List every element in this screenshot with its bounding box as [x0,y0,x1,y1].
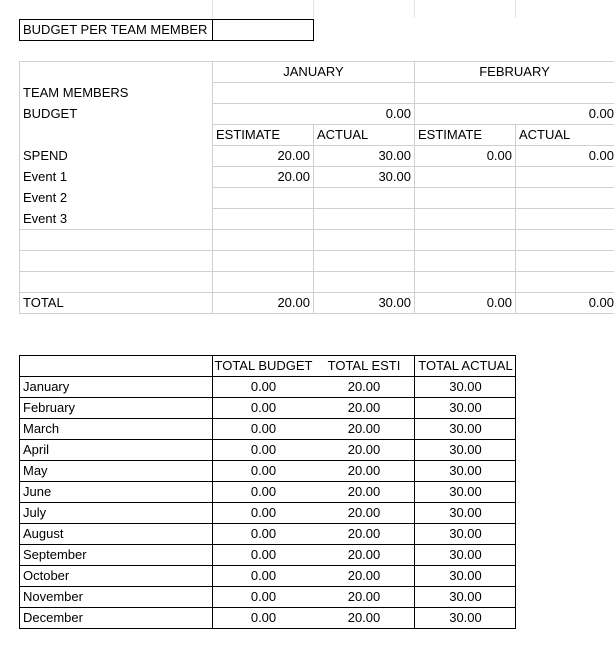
january-spend-actual[interactable]: 30.00 [378,148,411,163]
summary-estimate: 20.00 [347,379,381,394]
summary-estimate: 20.00 [347,547,381,562]
summary-budget: 0.00 [250,484,277,499]
summary-actual: 30.00 [449,421,482,436]
summary-estimate: 20.00 [347,505,381,520]
summary-month: November [23,589,83,604]
summary-month: September [23,547,87,562]
summary-estimate: 20.00 [347,484,381,499]
january-estimate-label: ESTIMATE [216,127,281,142]
month-header-february: FEBRUARY [479,64,550,79]
summary-estimate: 20.00 [347,589,381,604]
budget-per-member-label: BUDGET PER TEAM MEMBER [23,22,208,37]
summary-estimate: 20.00 [347,463,381,478]
row-label-team-members: TEAM MEMBERS [23,85,129,100]
summary-actual: 30.00 [449,568,482,583]
summary-month: August [23,526,64,541]
summary-month: January [23,379,70,394]
summary-header-total-budget: TOTAL BUDGET [214,358,313,373]
summary-estimate: 20.00 [347,568,381,583]
summary-actual: 30.00 [449,484,482,499]
summary-month: July [23,505,47,520]
summary-estimate: 20.00 [347,610,381,625]
february-event1-actual[interactable] [516,167,614,188]
summary-estimate: 20.00 [347,400,381,415]
january-event1-estimate[interactable]: 20.00 [277,169,310,184]
february-spend-estimate[interactable]: 0.00 [486,148,512,163]
summary-header-total-actual: TOTAL ACTUAL [418,358,513,373]
summary-actual: 30.00 [449,589,482,604]
january-total-estimate: 20.00 [277,295,310,310]
summary-actual: 30.00 [449,610,482,625]
january-event1-actual[interactable]: 30.00 [378,169,411,184]
summary-estimate: 20.00 [347,526,381,541]
summary-budget: 0.00 [250,463,277,478]
summary-budget: 0.00 [250,505,277,520]
summary-budget: 0.00 [250,421,277,436]
february-spend-actual[interactable]: 0.00 [588,148,614,163]
summary-month: May [23,463,48,478]
summary-actual: 30.00 [449,400,482,415]
summary-budget: 0.00 [250,568,277,583]
summary-estimate: 20.00 [347,442,381,457]
january-spend-estimate[interactable]: 20.00 [277,148,310,163]
january-total-actual: 30.00 [378,295,411,310]
february-event1-estimate[interactable] [415,167,515,188]
summary-budget: 0.00 [250,547,277,562]
budget-per-member-input[interactable] [213,20,313,41]
summary-actual: 30.00 [449,442,482,457]
summary-budget: 0.00 [250,442,277,457]
february-total-actual: 0.00 [588,295,614,310]
january-budget[interactable]: 0.00 [385,106,411,121]
gridline [313,0,314,18]
february-actual-label: ACTUAL [519,127,571,142]
gridline [414,0,415,18]
row-label-event-3: Event 3 [23,211,68,226]
row-label-total: TOTAL [23,295,64,310]
summary-actual: 30.00 [449,547,482,562]
summary-month: April [23,442,50,457]
summary-month: December [23,610,83,625]
february-budget[interactable]: 0.00 [588,106,614,121]
row-label-event-2: Event 2 [23,190,68,205]
summary-actual: 30.00 [449,463,482,478]
summary-month: March [23,421,60,436]
gridline [212,0,213,18]
february-total-estimate: 0.00 [486,295,512,310]
summary-budget: 0.00 [250,589,277,604]
row-label-spend: SPEND [23,148,68,163]
january-actual-label: ACTUAL [317,127,369,142]
summary-estimate: 20.00 [347,421,381,436]
gridline [515,0,516,18]
row-label-event-1: Event 1 [23,169,68,184]
summary-month: October [23,568,70,583]
summary-actual: 30.00 [449,526,482,541]
summary-budget: 0.00 [250,400,277,415]
month-header-january: JANUARY [283,64,344,79]
summary-budget: 0.00 [250,379,277,394]
february-estimate-label: ESTIMATE [418,127,483,142]
summary-month: February [23,400,76,415]
row-label-budget: BUDGET [23,106,78,121]
summary-month: June [23,484,52,499]
summary-actual: 30.00 [449,379,482,394]
summary-budget: 0.00 [250,526,277,541]
summary-actual: 30.00 [449,505,482,520]
summary-budget: 0.00 [250,610,277,625]
summary-header-total-estimate: TOTAL ESTI [327,358,401,373]
